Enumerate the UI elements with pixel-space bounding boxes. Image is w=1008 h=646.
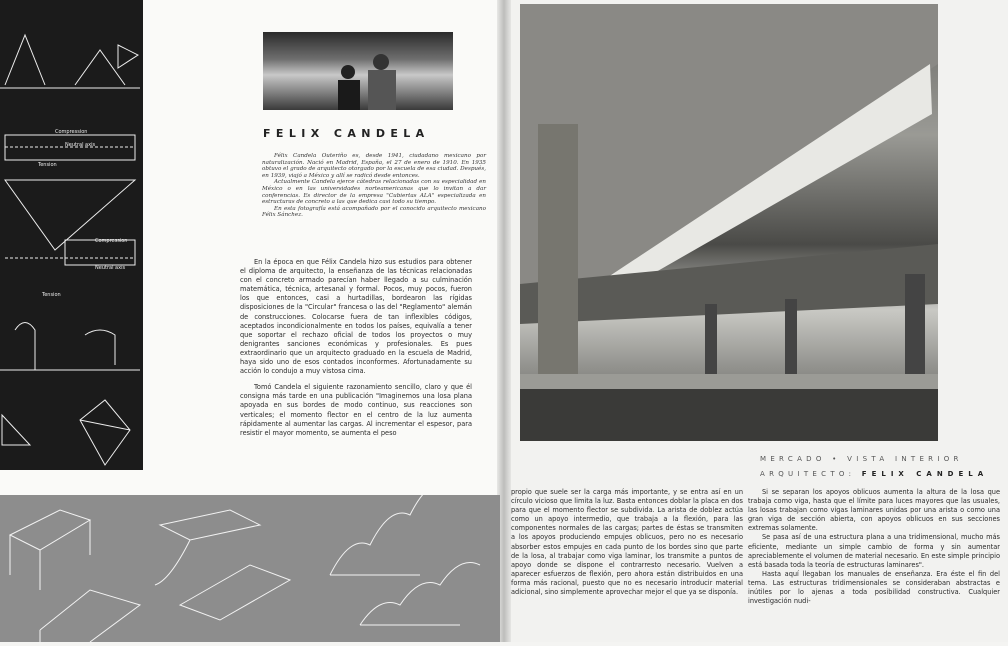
portrait-figures: [263, 32, 453, 110]
portrait-caption: [262, 153, 486, 219]
structural-diagrams-panel: [0, 0, 143, 470]
market-interior-drawing: [520, 4, 938, 441]
article-title: FELIX CANDELA: [263, 127, 430, 140]
body-paragraph: En la época en que Félix Candela hizo sus estudios para obtener el diploma de arquitecto, la enseñanza de las técnicas relacionadas con el concreto armado parecían haber llegado a su culminación matemática, técnica, artesanal y formal. Pocos, muy pocos, fueron los que entonces, casi a hurtadillas, bordearon las rígidas disposiciones de la "Circular" francesa o las del "Reglamento" alemán de construcciones. Colocarse fuera de tan inflexibles códigos, aceptados incondicionalmente en todos los países, equivalía a tener que soportar el rechazo oficial de todos los proyectos o muy denigrantes sanciones económicas y profesionales. Es pues extraordinario que un arquitecto graduado en la escuela de Madrid, haya sido uno de esos contados inconformes. Afortunadamente su acción lo condujo a muy vistosa cima.: [240, 258, 472, 376]
portrait-photo: [263, 32, 453, 110]
compression-label-2: Compression: [95, 238, 128, 244]
caption-paragraph: En esta fotografía está acompañado por el conocido arquitecto mexicano Félix Sánchez.: [262, 205, 486, 219]
photo-caption-architect: [760, 470, 988, 478]
shell-structures-diagram: [0, 495, 500, 642]
architect-prefix: ARQUITECTO:: [760, 470, 856, 478]
shell-structures-drawing: [0, 495, 500, 642]
body-paragraph: Si se separan los apoyos oblicuos aumenta la altura de la losa que trabaja como viga, hasta que el límite para luces mayores que las usuales, las losas trabajan como vigas laminares unidas por una arista o como una gran viga de sección abierta, con apoyos oblicuos en sus secciones extremas solamente.: [748, 488, 1000, 533]
body-paragraph: Tomó Candela el siguiente razonamiento sencillo, claro y que él consigna más tarde en una publicación "Imaginemos una losa plana apoyada en sus bordes de modo continuo, sus reacciones son verticales; el momento flector en el centro de la luz aumenta rápidamente al aumentar las cargas. Al incrementar el espesor, para resistir el mayor momento, se aumenta el peso: [240, 383, 472, 437]
body-paragraph: Hasta aquí llegaban los manuales de enseñanza. Era éste el fin del tema. Las estructuras tridimensionales se consideraban abstractas e inútiles por lo ajenas a toda posibilidad constructiva. Cualquier investigación nudi-: [748, 569, 1000, 606]
body-paragraph: propio que suele ser la carga más importante, y se entra así en un círculo vicioso que limita la luz. Basta entonces doblar la placa en dos para que el momento flector se subdivida. La arista de doblez actúa como un apoyo intermedio, que trabaja a la flexión, para las componentes normales de las cargas; partes de éstas se transmiten a los apoyos produciendo empujes oblicuos, pero no es necesario absorber estos empujes en cada punto de los bordes sino que parte de la losa, al trabajar como viga laminar, los transmite a puntos de apoyo donde se dispone el contrarresto necesario. Vuelven a aparecer esfuerzos de flexión, pero ahora están distribuidos en una forma más racional, puesto que no es necesario introducir material adicional, sino simplemente aprovechar mejor el que ya se disponía.: [511, 488, 743, 597]
neutral-axis-label-2: Neutral axis: [95, 265, 126, 271]
caption-paragraph: Félix Candela Outeriño es, desde 1941, ciudadano mexicano por naturalización. Nació en Madrid, España, el 27 de enero de 1910. En 1935 obtuvo el grado de arquitecto otorgado por la escuela de esa ciudad. Después, en 1939, viajó a México y allí se radicó desde entonces.: [262, 153, 486, 179]
caption-paragraph: Actualmente Candela ejerce cátedras relacionadas con su especialidad en México o en las universidades norteamericanas que lo invitan a dar conferencias. Es director de la empresa "Cubiertas ALA" especializada en estructuras de concreto a las que dedica casi todo su tiempo.: [262, 179, 486, 206]
neutral-axis-label: Neutral axis: [65, 142, 96, 148]
market-interior-photo: [520, 4, 938, 441]
structural-diagrams-drawing: [0, 0, 143, 470]
right-column-1: [511, 488, 743, 597]
architect-name: FELIX CANDELA: [861, 470, 989, 478]
tension-label-2: Tension: [42, 292, 61, 298]
tension-label: Tension: [38, 162, 57, 168]
left-body-text: [240, 258, 472, 438]
body-paragraph: Se pasa así de una estructura plana a una tridimensional, mucho más eficiente, mediante un simple cambio de forma y sin aumentar apreciablemente el volumen de material necesario. En este simple principio está basada toda la teoría de estructuras laminares".: [748, 533, 1000, 569]
right-column-2: [748, 488, 1000, 606]
photo-caption-title: MERCADO • VISTA INTERIOR: [760, 455, 963, 463]
compression-label: Compression: [55, 129, 88, 135]
